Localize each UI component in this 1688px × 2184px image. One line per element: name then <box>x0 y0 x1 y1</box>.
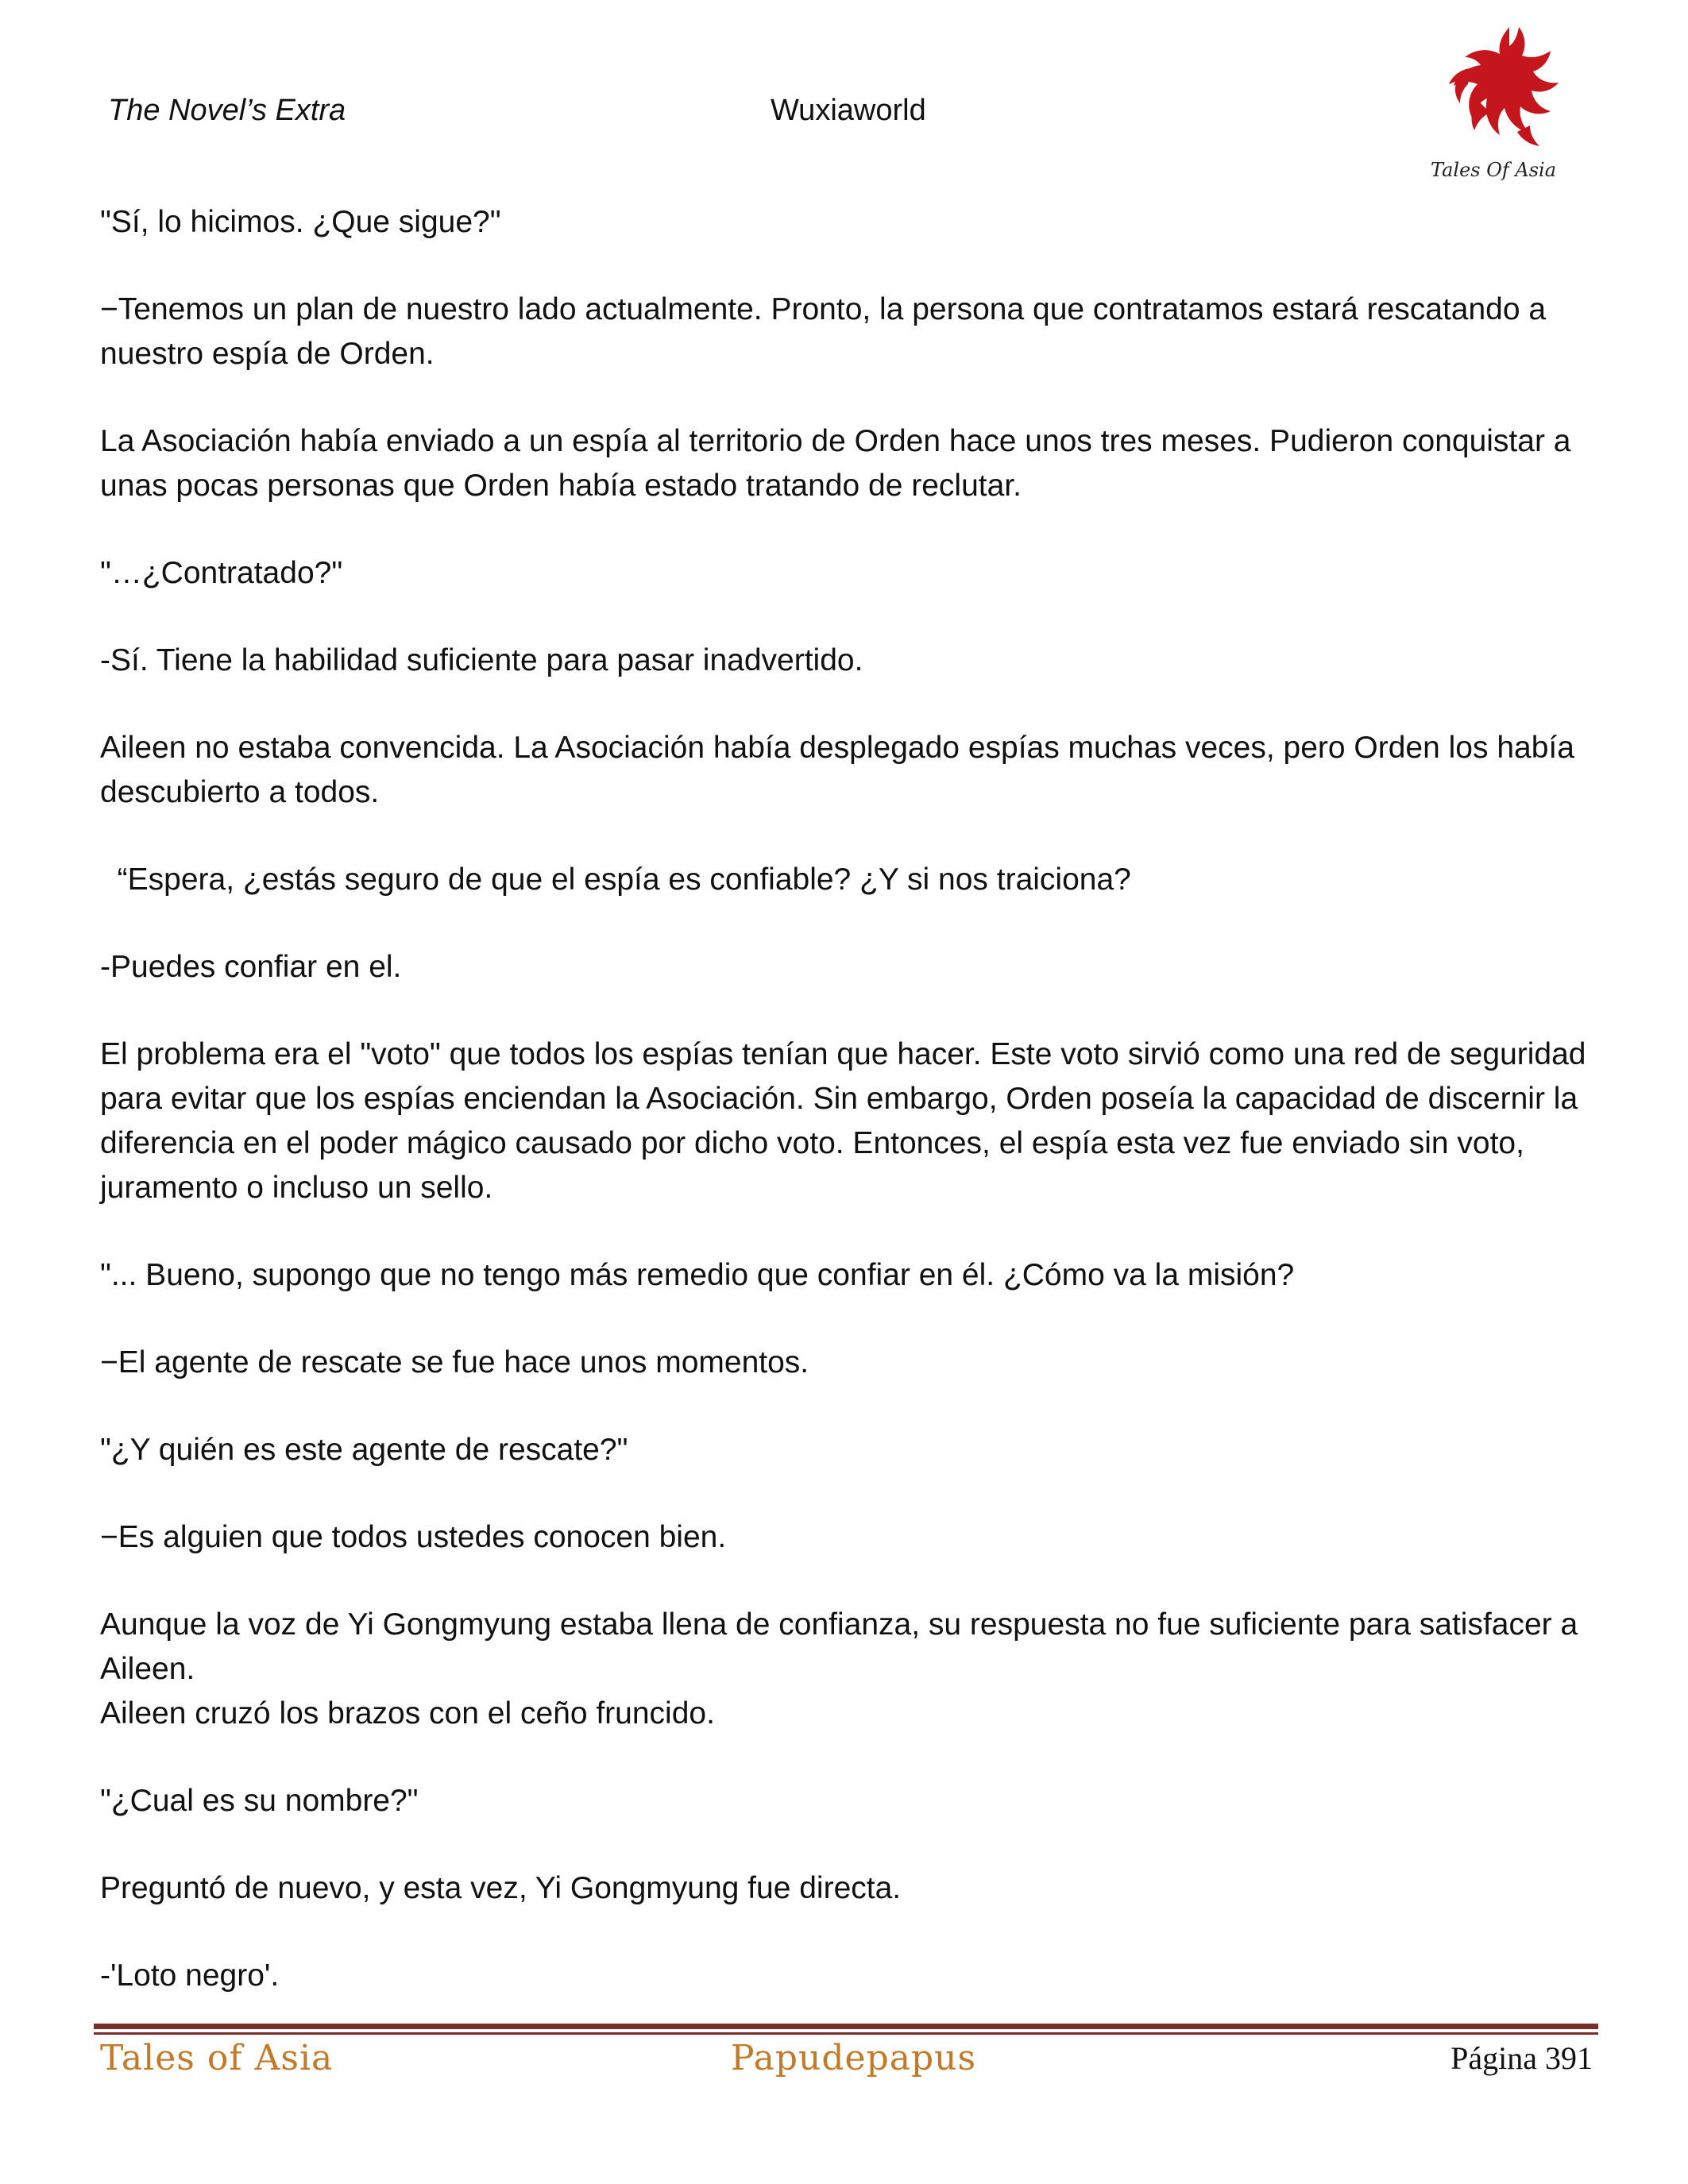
paragraph: −El agente de rescate se fue hace unos momentos. <box>100 1345 809 1379</box>
paragraph: -Sí. Tiene la habilidad suficiente para pasar inadvertido. <box>100 643 863 677</box>
paragraph: "¿Y quién es este agente de rescate?" <box>100 1433 628 1467</box>
paragraph: Aunque la voz de Yi Gongmyung estaba llena de confianza, su respuesta no fue suficiente para satisfacer a Aileen. <box>100 1607 1585 1686</box>
svg-text:Tales Of Asia: Tales Of Asia <box>1430 159 1557 181</box>
page-number: Página 391 <box>1450 2040 1593 2076</box>
paragraph: El problema era el "voto" que todos los espías tenían que hacer. Este voto sirvió como una red de seguridad para evitar que los espías enciendan la Asociación. Sin embargo, Orden poseía la capacidad de discernir la diferencia en el poder mágico causado por dicho voto. Entonces, el espía esta vez fue enviado sin voto, juramento o incluso un sello. <box>100 1037 1595 1205</box>
footer-rule <box>94 2024 1598 2029</box>
book-title: The Novel’s Extra <box>108 94 346 127</box>
paragraph: "Sí, lo hicimos. ¿Que sigue?" <box>100 205 501 239</box>
site-name: Wuxiaworld <box>771 94 926 127</box>
paragraph: Preguntó de nuevo, y esta vez, Yi Gongmyung fue directa. <box>100 1871 902 1905</box>
paragraph: La Asociación había enviado a un espía al territorio de Orden hace unos tres meses. Pudieron conquistar a unas pocas personas que Orden había estado tratando de reclutar. <box>100 424 1580 503</box>
page-body <box>100 200 1593 1998</box>
paragraph: "... Bueno, supongo que no tengo más remedio que confiar en él. ¿Cómo va la misión? <box>100 1258 1295 1292</box>
paragraph: -Puedes confiar en el. <box>100 950 402 984</box>
footer-publisher: Tales of Asia <box>100 2038 334 2078</box>
footer-translator: Papudepapus <box>731 2038 977 2078</box>
paragraph: −Es alguien que todos ustedes conocen bien. <box>100 1520 727 1554</box>
paragraph: −Tenemos un plan de nuestro lado actualmente. Pronto, la persona que contratamos estará rescatando a nuestro espía de Orden. <box>100 292 1555 371</box>
paragraph: "¿Cual es su nombre?" <box>100 1784 419 1818</box>
paragraph: "…¿Contratado?" <box>100 556 343 590</box>
dragon-logo <box>1422 21 1565 187</box>
footer-rule-thin <box>94 2032 1598 2035</box>
paragraph: Aileen cruzó los brazos con el ceño fruncido. <box>100 1696 715 1731</box>
paragraph: “Espera, ¿estás seguro de que el espía es confiable? ¿Y si nos traiciona? <box>100 862 1131 897</box>
paragraph: -'Loto negro'. <box>100 1958 280 1993</box>
paragraph: Aileen no estaba convencida. La Asociación había desplegado espías muchas veces, pero Orden los había descubierto a todos. <box>100 731 1583 809</box>
